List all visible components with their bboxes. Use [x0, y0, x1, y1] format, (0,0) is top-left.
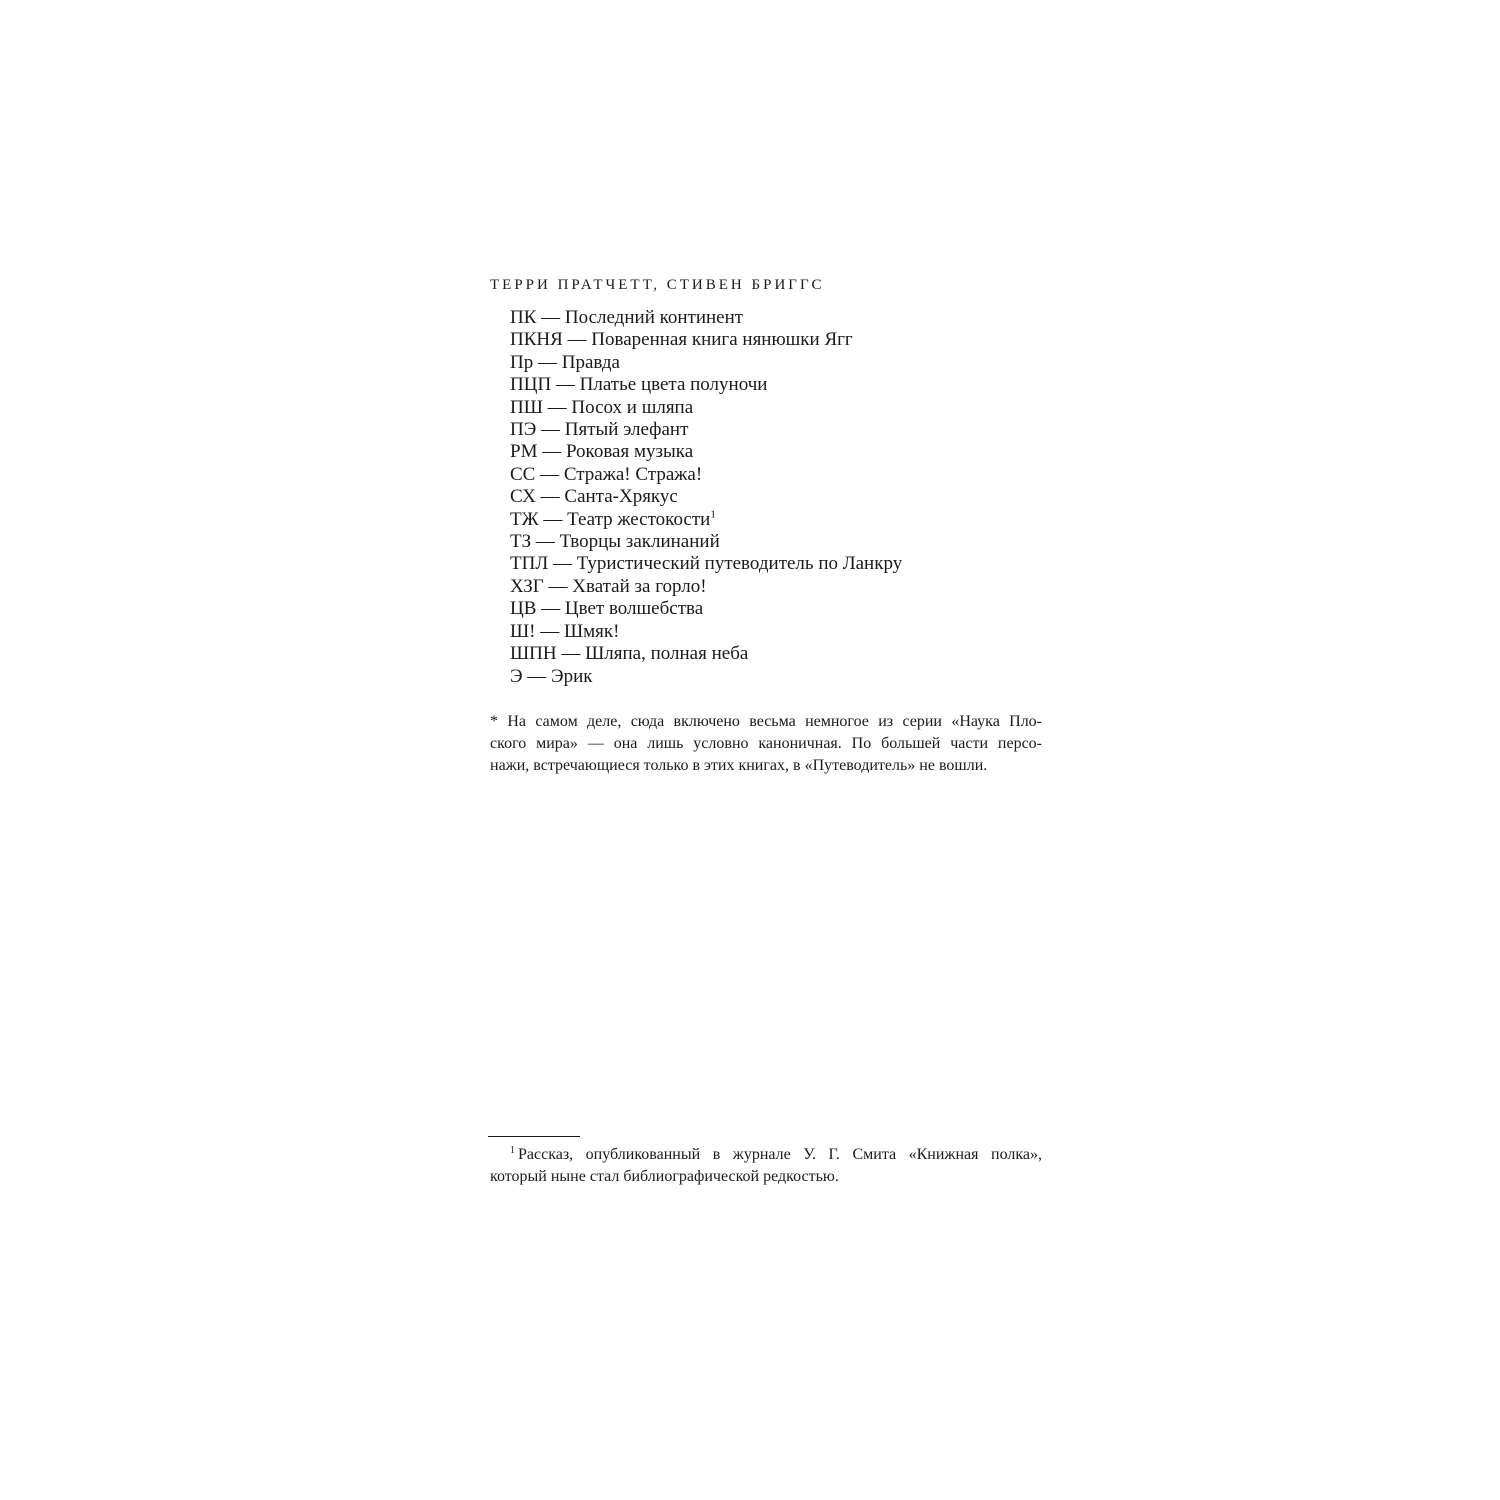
list-item: ШПН — Шляпа, полная неба — [510, 643, 749, 665]
footnote-line: который ныне стал библиографической редкостью. — [490, 1168, 839, 1185]
note-line: ского мира» — она лишь условно каноничная. По большей части персо- — [490, 735, 1042, 752]
footnote — [490, 1144, 1042, 1188]
note-line: нажи, встречающиеся только в этих книгах, в «Путеводитель» не вошли. — [490, 757, 988, 774]
footnote-mark: 1 — [510, 1144, 515, 1156]
list-item: СС — Стража! Стража! — [510, 463, 703, 485]
list-item: ТПЛ — Туристический путеводитель по Ланкру — [510, 553, 903, 575]
list-item: ПШ — Посох и шляпа — [510, 396, 694, 418]
footnote-line: $^1$ Рассказ, опубликованный в журнале У. Г. Смита «Книжная полка», — [510, 1144, 1042, 1163]
running-head: ТЕРРИ ПРАТЧЕТТ, СТИВЕН БРИГГС — [490, 277, 825, 293]
list-item: ПКНЯ — Поваренная книга нянюшки Ягг — [510, 329, 853, 351]
list-item: ПЭ — Пятый элефант — [510, 419, 689, 441]
list-item: РМ — Роковая музыка — [510, 441, 694, 463]
list-item: ЦВ — Цвет волшебства — [510, 598, 704, 620]
asterisk-note — [490, 711, 1042, 777]
list-item: ТЖ — Театр жестокости$^1$ — [510, 508, 716, 530]
abbreviation-list — [510, 307, 902, 688]
footnote-reference[interactable]: 1 — [710, 508, 716, 521]
note-line: * На самом деле, сюда включено весьма немногое из серии «Наука Пло- — [490, 713, 1042, 730]
list-item: Пр — Правда — [510, 351, 620, 373]
list-item: ПК — Последний континент — [510, 307, 744, 328]
list-item: Ш! — Шмяк! — [510, 620, 620, 642]
list-item: ПЦП — Платье цвета полуночи — [510, 374, 768, 396]
list-item: Э — Эрик — [510, 665, 593, 687]
footnote-separator — [488, 1136, 580, 1137]
list-item: СХ — Санта-Хрякус — [510, 486, 678, 508]
list-item: ХЗГ — Хватай за горло! — [510, 575, 707, 597]
list-item: ТЗ — Творцы заклинаний — [510, 531, 720, 553]
